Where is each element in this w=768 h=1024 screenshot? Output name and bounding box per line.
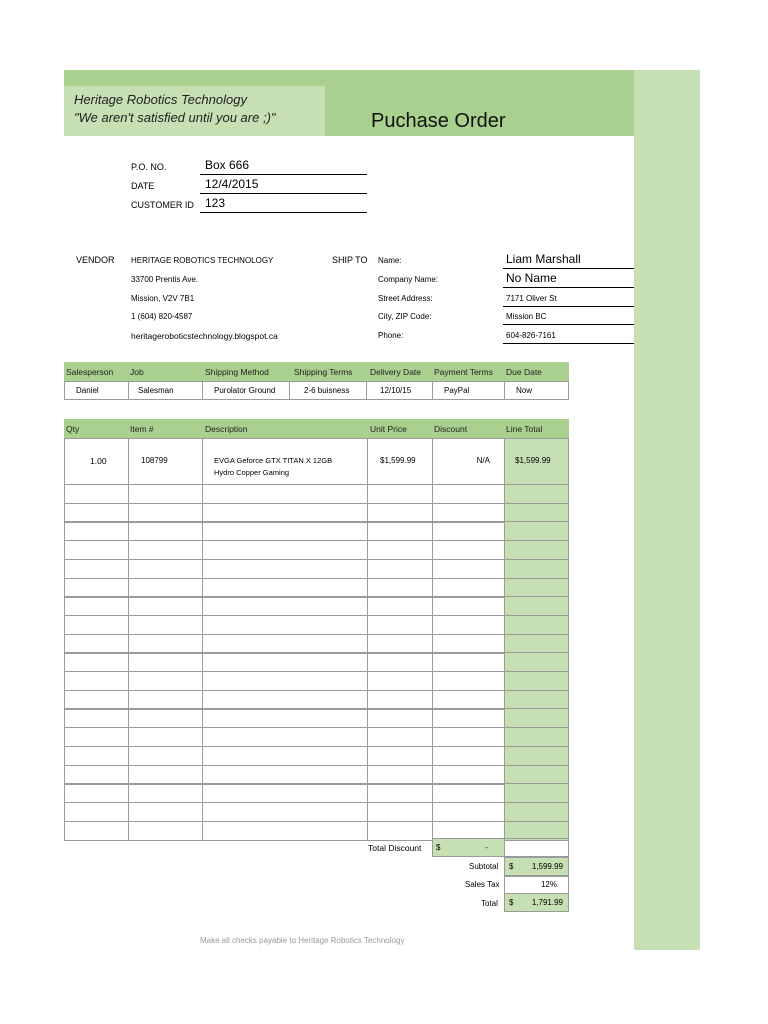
vendor-name: HERITAGE ROBOTICS TECHNOLOGY	[131, 256, 274, 265]
empty-item-cell	[504, 540, 569, 560]
empty-item-cell[interactable]	[128, 765, 203, 785]
items-header-qty: Qty	[66, 424, 80, 434]
sales-tax-cell[interactable]	[504, 876, 569, 894]
order-header-delivery-date: Delivery Date	[370, 367, 422, 377]
empty-item-cell[interactable]	[64, 708, 129, 728]
sales-tax-label: Sales Tax	[465, 880, 500, 889]
empty-item-cell[interactable]	[432, 708, 505, 728]
vendor-label: VENDOR	[76, 255, 115, 265]
empty-item-cell[interactable]	[367, 652, 433, 672]
empty-item-cell[interactable]	[128, 596, 203, 616]
empty-item-cell[interactable]	[128, 615, 203, 635]
subtotal-currency: $	[509, 862, 514, 871]
items-header-item-no: Item #	[130, 424, 154, 434]
order-header-shipping-method: Shipping Method	[205, 367, 269, 377]
empty-item-cell[interactable]	[64, 765, 129, 785]
empty-item-cell	[504, 596, 569, 616]
empty-item-cell[interactable]	[432, 521, 505, 541]
po-number-value[interactable]: Box 666	[205, 158, 250, 172]
empty-item-cell	[504, 521, 569, 541]
empty-item-cell[interactable]	[367, 540, 433, 560]
empty-item-cell[interactable]	[432, 765, 505, 785]
empty-item-cell[interactable]	[432, 596, 505, 616]
empty-item-cell[interactable]	[432, 671, 505, 691]
empty-item-cell	[504, 671, 569, 691]
empty-item-cell[interactable]	[202, 596, 368, 616]
ship-phone-label: Phone:	[378, 331, 404, 340]
empty-item-cell[interactable]	[64, 503, 129, 523]
empty-item-cell[interactable]	[432, 634, 505, 654]
empty-item-cell[interactable]	[64, 690, 129, 710]
order-due-date-cell[interactable]: Now	[504, 381, 569, 400]
items-header-line-total: Line Total	[506, 424, 543, 434]
right-margin-band	[634, 70, 700, 950]
empty-item-cell[interactable]	[202, 521, 368, 541]
empty-item-cell[interactable]	[128, 727, 203, 747]
order-shipping-method-cell[interactable]: Purolator Ground	[202, 381, 290, 400]
empty-item-cell[interactable]	[128, 821, 203, 841]
empty-item-cell[interactable]	[202, 634, 368, 654]
company-slogan: "We aren't satisfied until you are ;)"	[74, 110, 276, 125]
date-value[interactable]: 12/4/2015	[205, 177, 259, 191]
empty-item-cell[interactable]	[367, 559, 433, 579]
empty-item-cell[interactable]	[432, 615, 505, 635]
empty-item-cell[interactable]	[64, 634, 129, 654]
empty-item-cell[interactable]	[64, 821, 129, 841]
empty-item-cell[interactable]	[64, 727, 129, 747]
total-discount-cell	[432, 838, 505, 857]
empty-item-cell[interactable]	[64, 671, 129, 691]
empty-item-cell[interactable]	[128, 671, 203, 691]
ship-name-label: Name:	[378, 256, 402, 265]
empty-item-cell	[504, 559, 569, 579]
order-payment-terms-cell[interactable]: PayPal	[432, 381, 505, 400]
empty-item-cell[interactable]	[367, 634, 433, 654]
empty-item-cell	[504, 746, 569, 766]
subtotal-value: 1,599.99	[531, 862, 563, 871]
date-underline	[200, 193, 367, 194]
empty-item-cell[interactable]	[64, 596, 129, 616]
empty-item-cell	[504, 484, 569, 504]
items-header-unit-price: Unit Price	[370, 424, 407, 434]
subtotal-cell	[504, 857, 569, 876]
empty-item-cell[interactable]	[202, 578, 368, 598]
empty-item-cell[interactable]	[202, 559, 368, 579]
empty-item-cell[interactable]	[64, 521, 129, 541]
empty-item-cell[interactable]	[432, 783, 505, 803]
total-discount-label: Total Discount	[368, 843, 422, 853]
ship-street-underline	[503, 306, 634, 307]
empty-item-cell[interactable]	[128, 634, 203, 654]
order-header-due-date: Due Date	[506, 367, 542, 377]
empty-item-cell[interactable]	[202, 727, 368, 747]
total-cell	[504, 893, 569, 912]
item-description-cell[interactable]	[202, 438, 368, 485]
total-discount-spacer	[504, 838, 569, 857]
empty-item-cell[interactable]	[202, 746, 368, 766]
items-header-discount: Discount	[434, 424, 468, 434]
total-label: Total	[481, 899, 498, 908]
item-number: 108799	[141, 456, 168, 465]
total-discount-currency: $	[436, 843, 441, 852]
empty-item-cell[interactable]	[367, 521, 433, 541]
item-number-cell[interactable]	[128, 438, 203, 485]
order-job-cell[interactable]: Salesman	[128, 381, 203, 400]
total-currency: $	[509, 898, 514, 907]
item-qty-cell[interactable]	[64, 438, 129, 485]
subtotal-label: Subtotal	[469, 862, 499, 871]
ship-city-underline	[503, 324, 634, 325]
ship-company-underline	[503, 287, 634, 288]
empty-item-cell[interactable]	[64, 783, 129, 803]
empty-item-cell[interactable]	[432, 578, 505, 598]
item-unit-price-cell[interactable]	[367, 438, 433, 485]
empty-item-cell[interactable]	[367, 727, 433, 747]
empty-item-cell[interactable]	[432, 484, 505, 504]
empty-item-cell[interactable]	[64, 802, 129, 822]
customer-id-underline	[200, 212, 367, 213]
ship-city-label: City, ZIP Code:	[378, 312, 432, 321]
order-header-shipping-terms: Shipping Terms	[294, 367, 353, 377]
empty-item-cell[interactable]	[64, 559, 129, 579]
ship-street-value[interactable]: 7171 Oliver St	[506, 294, 557, 303]
empty-item-cell[interactable]	[367, 615, 433, 635]
empty-item-cell[interactable]	[202, 802, 368, 822]
empty-item-cell	[504, 802, 569, 822]
vendor-phone: 1 (604) 820-4587	[131, 312, 193, 321]
empty-item-cell	[504, 578, 569, 598]
empty-item-cell[interactable]	[202, 540, 368, 560]
footer-note: Make all checks payable to Heritage Robotics Technology	[200, 936, 405, 945]
ship-to-label: SHIP TO	[332, 255, 368, 265]
empty-item-cell[interactable]	[367, 503, 433, 523]
empty-item-cell	[504, 503, 569, 523]
empty-item-cell[interactable]	[202, 615, 368, 635]
item-description-line1: EVGA Geforce GTX TITAN X 12GB	[214, 456, 333, 465]
po-number-label: P.O. NO.	[131, 162, 167, 172]
total-value: 1,791.99	[531, 898, 563, 907]
vendor-website[interactable]: heritageroboticstechnology.blogspot.ca	[131, 331, 278, 341]
empty-item-cell[interactable]	[202, 821, 368, 841]
empty-item-cell	[504, 783, 569, 803]
company-name: Heritage Robotics Technology	[74, 92, 247, 107]
item-discount: N/A	[476, 456, 490, 465]
empty-item-cell[interactable]	[202, 783, 368, 803]
empty-item-cell[interactable]	[367, 690, 433, 710]
empty-item-cell[interactable]	[128, 690, 203, 710]
empty-item-cell[interactable]	[64, 484, 129, 504]
empty-item-cell[interactable]	[202, 708, 368, 728]
empty-item-cell[interactable]	[128, 484, 203, 504]
order-header-salesperson: Salesperson	[66, 367, 114, 377]
empty-item-cell[interactable]	[432, 540, 505, 560]
document-title: Puchase Order	[371, 110, 506, 132]
item-discount-cell[interactable]	[432, 438, 505, 485]
empty-item-cell[interactable]	[432, 690, 505, 710]
empty-item-cell	[504, 690, 569, 710]
order-header-payment-terms: Payment Terms	[434, 367, 493, 377]
empty-item-cell[interactable]	[367, 708, 433, 728]
empty-item-cell[interactable]	[367, 783, 433, 803]
empty-item-cell[interactable]	[367, 821, 433, 841]
empty-item-cell[interactable]	[367, 802, 433, 822]
empty-item-cell[interactable]	[202, 652, 368, 672]
ship-name-value[interactable]: Liam Marshall	[506, 252, 581, 266]
empty-item-cell[interactable]	[64, 540, 129, 560]
item-unit-price: $1,599.99	[380, 456, 416, 465]
item-line-total-cell	[504, 438, 569, 485]
ship-city-value[interactable]: Mission BC	[506, 312, 547, 321]
empty-item-cell[interactable]	[64, 746, 129, 766]
ship-company-label: Company Name:	[378, 275, 439, 284]
ship-name-underline	[503, 268, 634, 269]
empty-item-cell[interactable]	[367, 746, 433, 766]
empty-item-cell[interactable]	[202, 503, 368, 523]
empty-item-cell[interactable]	[128, 540, 203, 560]
empty-item-cell[interactable]	[128, 521, 203, 541]
customer-id-label: CUSTOMER ID	[131, 200, 194, 210]
empty-item-cell[interactable]	[367, 765, 433, 785]
items-header-description: Description	[205, 424, 248, 434]
empty-item-cell[interactable]	[202, 690, 368, 710]
ship-street-label: Street Address:	[378, 294, 433, 303]
empty-item-cell[interactable]	[64, 652, 129, 672]
customer-id-value[interactable]: 123	[205, 196, 226, 210]
empty-item-cell[interactable]	[128, 746, 203, 766]
empty-item-cell[interactable]	[432, 746, 505, 766]
vendor-city: Mission, V2V 7B1	[131, 294, 195, 303]
empty-item-cell	[504, 727, 569, 747]
empty-item-cell[interactable]	[432, 802, 505, 822]
empty-item-cell[interactable]	[128, 503, 203, 523]
empty-item-cell[interactable]	[367, 578, 433, 598]
empty-item-cell[interactable]	[202, 671, 368, 691]
item-description-line2: Hydro Copper Gaming	[214, 468, 290, 477]
item-line-total: $1,599.99	[515, 456, 551, 465]
empty-item-cell[interactable]	[432, 503, 505, 523]
empty-item-cell	[504, 708, 569, 728]
empty-item-cell[interactable]	[128, 708, 203, 728]
empty-item-cell[interactable]	[432, 652, 505, 672]
ship-phone-value[interactable]: 604-826-7161	[506, 331, 556, 340]
empty-item-cell[interactable]	[128, 802, 203, 822]
item-qty: 1.00	[90, 456, 107, 466]
empty-item-cell[interactable]	[64, 615, 129, 635]
order-header-job: Job	[130, 367, 144, 377]
sales-tax-value: 12%	[540, 880, 557, 889]
empty-item-cell	[504, 765, 569, 785]
empty-item-cell[interactable]	[367, 596, 433, 616]
empty-item-cell[interactable]	[202, 765, 368, 785]
po-number-underline	[200, 174, 367, 175]
empty-item-cell[interactable]	[128, 783, 203, 803]
ship-company-value[interactable]: No Name	[506, 271, 557, 285]
empty-item-cell[interactable]	[128, 578, 203, 598]
empty-item-cell[interactable]	[128, 652, 203, 672]
empty-item-cell	[504, 615, 569, 635]
total-discount-value: -	[485, 843, 488, 852]
empty-item-cell[interactable]	[202, 484, 368, 504]
order-delivery-date-cell[interactable]: 12/10/15	[366, 381, 433, 400]
vendor-address: 33700 Prentis Ave.	[131, 275, 199, 284]
empty-item-cell	[504, 634, 569, 654]
order-salesperson-cell[interactable]: Daniel	[64, 381, 129, 400]
empty-item-cell[interactable]	[432, 727, 505, 747]
empty-item-cell[interactable]	[128, 559, 203, 579]
date-label: DATE	[131, 181, 155, 191]
empty-item-cell[interactable]	[64, 578, 129, 598]
ship-phone-underline	[503, 343, 634, 344]
order-shipping-terms-cell[interactable]: 2-6 buisness	[289, 381, 367, 400]
empty-item-cell[interactable]	[367, 671, 433, 691]
empty-item-cell	[504, 652, 569, 672]
empty-item-cell[interactable]	[367, 484, 433, 504]
empty-item-cell[interactable]	[432, 559, 505, 579]
